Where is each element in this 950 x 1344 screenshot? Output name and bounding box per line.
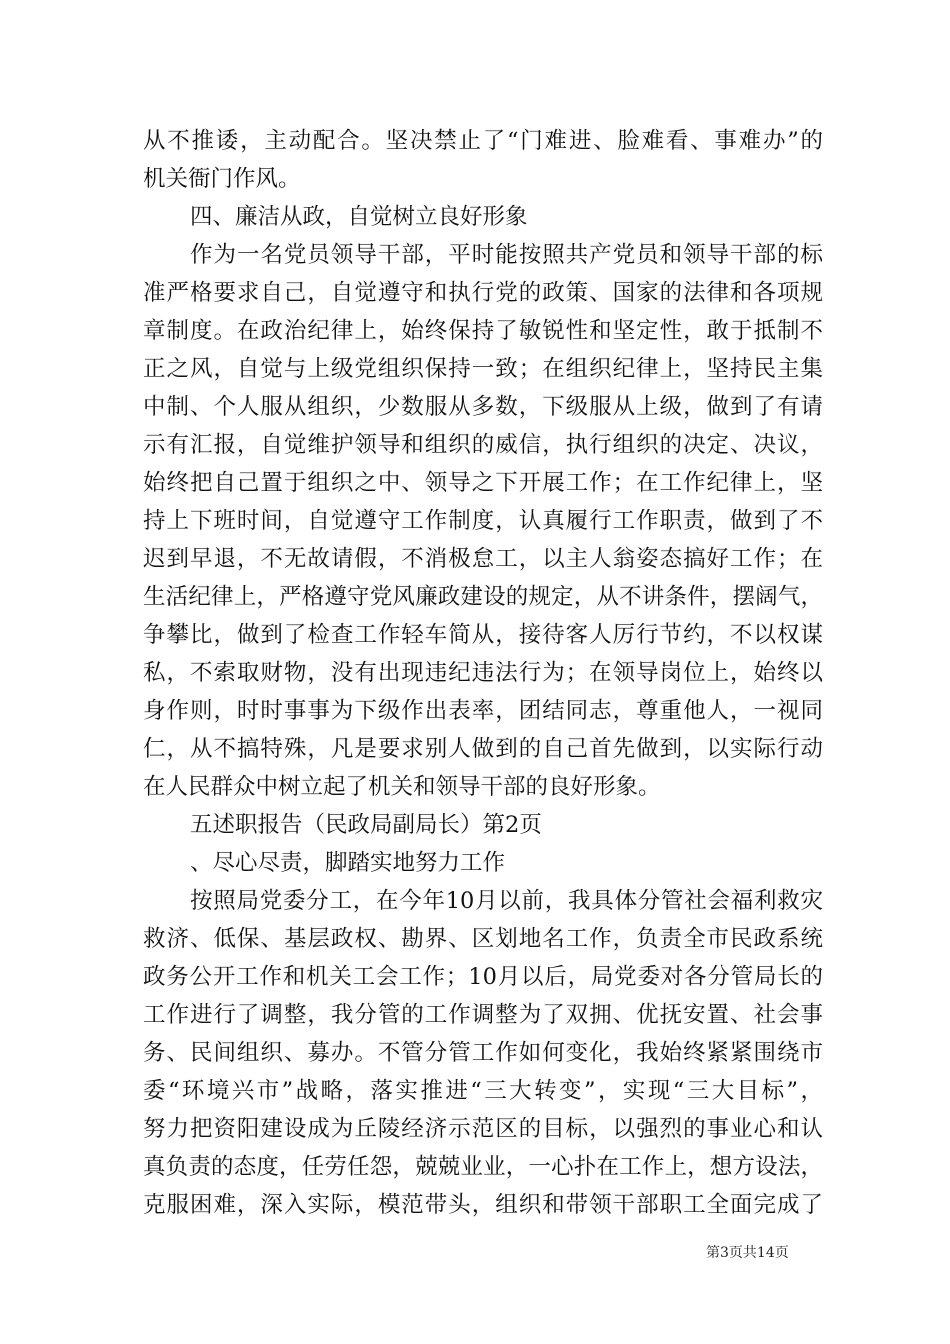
body-text-line: 真负责的态度，任劳任怨，兢兢业业，一心扑在工作上，想方设法， xyxy=(143,1154,823,1180)
body-text-line: 私，不索取财物，没有出现违纪违法行为；在领导岗位上，始终以 xyxy=(143,660,823,686)
body-text-line: 正之风，自觉与上级党组织保持一致；在组织纪律上，坚持民主集 xyxy=(143,356,823,382)
body-text-line: 生活纪律上，严格遵守党风廉政建设的规定，从不讲条件，摆阔气， xyxy=(143,584,823,610)
body-text-line: 救济、低保、基层政权、勘界、区划地名工作，负责全市民政系统 xyxy=(143,926,823,952)
body-text-line: 克服困难，深入实际，模范带头，组织和带领干部职工全面完成了 xyxy=(143,1192,823,1218)
body-text-line: 工作进行了调整，我分管的工作调整为了双拥、优抚安置、社会事 xyxy=(143,1002,823,1028)
section-heading: 、尽心尽责，脚踏实地努力工作 xyxy=(190,850,506,876)
body-text-line: 在人民群众中树立起了机关和领导干部的良好形象。 xyxy=(143,774,661,800)
body-text-line: 示有汇报，自觉维护领导和组织的威信，执行组织的决定、决议， xyxy=(143,432,823,458)
body-text-line: 迟到早退，不无故请假，不消极怠工，以主人翁姿态搞好工作；在 xyxy=(143,546,823,572)
body-text-line: 仁，从不搞特殊，凡是要求别人做到的自己首先做到，以实际行动 xyxy=(143,736,823,762)
body-text-line: 从不推诿，主动配合。坚决禁止了“门难进、脸难看、事难办”的 xyxy=(143,128,823,154)
body-text-line: 持上下班时间，自觉遵守工作制度，认真履行工作职责，做到了不 xyxy=(143,508,823,534)
body-text-line: 准严格要求自己，自觉遵守和执行党的政策、国家的法律和各项规 xyxy=(143,280,823,306)
body-text-line: 务、民间组织、募办。不管分管工作如何变化，我始终紧紧围绕市 xyxy=(143,1040,823,1066)
body-text-line: 委“环境兴市”战略，落实推进“三大转变”，实现“三大目标”， xyxy=(143,1078,823,1104)
body-text-line: 政务公开工作和机关工会工作；10月以后，局党委对各分管局长的 xyxy=(143,964,823,990)
section-heading: 五述职报告（民政局副局长）第2页 xyxy=(190,812,542,838)
page-number-footer: 第3页共14页 xyxy=(706,1245,789,1261)
body-text-line: 争攀比，做到了检查工作轻车简从，接待客人厉行节约，不以权谋 xyxy=(143,622,823,648)
body-text-line: 身作则，时时事事为下级作出表率，团结同志，尊重他人，一视同 xyxy=(143,698,823,724)
section-heading: 四、廉洁从政，自觉树立良好形象 xyxy=(190,204,528,230)
body-text-line: 按照局党委分工，在今年10月以前，我具体分管社会福利救灾 xyxy=(190,888,823,914)
body-text-line: 始终把自己置于组织之中、领导之下开展工作；在工作纪律上，坚 xyxy=(143,470,823,496)
body-text-line: 中制、个人服从组织，少数服从多数，下级服从上级，做到了有请 xyxy=(143,394,823,420)
body-text-line: 机关衙门作风。 xyxy=(143,166,301,192)
body-text-line: 章制度。在政治纪律上，始终保持了敏锐性和坚定性，敢于抵制不 xyxy=(143,318,823,344)
body-text-line: 作为一名党员领导干部，平时能按照共产党员和领导干部的标 xyxy=(190,242,823,268)
body-text-line: 努力把资阳建设成为丘陵经济示范区的目标，以强烈的事业心和认 xyxy=(143,1116,823,1142)
